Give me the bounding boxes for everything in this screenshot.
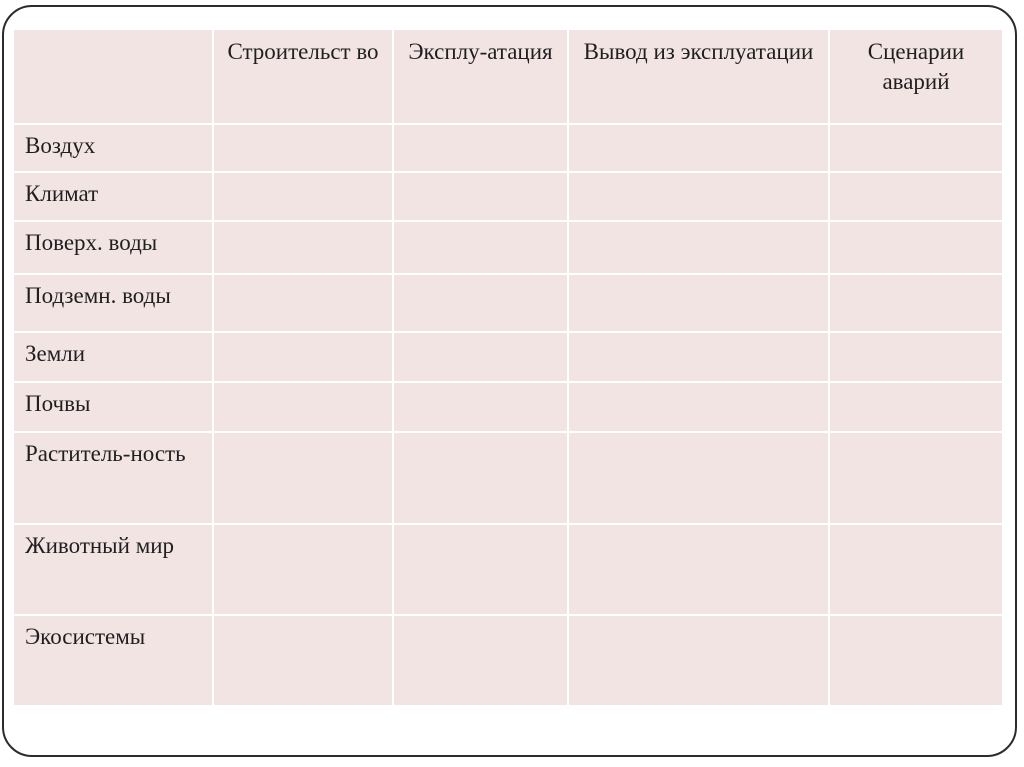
column-header-operation: Эксплу-атация bbox=[394, 30, 567, 123]
table-cell bbox=[569, 275, 828, 331]
table-cell bbox=[394, 173, 567, 220]
row-label-air: Воздух bbox=[14, 125, 212, 171]
table-cell bbox=[394, 275, 567, 331]
table-cell bbox=[830, 616, 1002, 705]
row-label-soils: Почвы bbox=[14, 383, 212, 431]
table-cell bbox=[569, 333, 828, 381]
table-cell bbox=[569, 173, 828, 220]
table-cell bbox=[830, 333, 1002, 381]
table-cell bbox=[214, 125, 392, 171]
table-cell bbox=[394, 616, 567, 705]
table-cell bbox=[830, 222, 1002, 273]
table-cell bbox=[214, 525, 392, 614]
table-corner-cell bbox=[14, 30, 212, 123]
row-label-fauna: Животный мир bbox=[14, 525, 212, 614]
column-header-accident-scenarios: Сценарии аварий bbox=[830, 30, 1002, 123]
table-cell bbox=[830, 383, 1002, 431]
column-header-decommissioning: Вывод из эксплуатации bbox=[569, 30, 828, 123]
table-cell bbox=[830, 275, 1002, 331]
table-cell bbox=[214, 616, 392, 705]
row-label-groundwater: Подземн. воды bbox=[14, 275, 212, 331]
table-cell bbox=[214, 433, 392, 523]
table-cell bbox=[830, 173, 1002, 220]
row-label-climate: Климат bbox=[14, 173, 212, 220]
table-cell bbox=[830, 125, 1002, 171]
table-cell bbox=[394, 222, 567, 273]
table-cell bbox=[569, 433, 828, 523]
table-cell bbox=[394, 433, 567, 523]
table-cell bbox=[394, 333, 567, 381]
table-cell bbox=[569, 222, 828, 273]
row-label-vegetation: Раститель-ность bbox=[14, 433, 212, 523]
impact-matrix-table bbox=[14, 30, 1002, 705]
table-cell bbox=[394, 383, 567, 431]
row-label-surface-water: Поверх. воды bbox=[14, 222, 212, 273]
table-cell bbox=[214, 333, 392, 381]
table-cell bbox=[830, 525, 1002, 614]
table-cell bbox=[214, 173, 392, 220]
table-cell bbox=[830, 433, 1002, 523]
table-cell bbox=[569, 383, 828, 431]
table-cell bbox=[394, 525, 567, 614]
table-cell bbox=[214, 222, 392, 273]
table-cell bbox=[214, 275, 392, 331]
table-cell bbox=[394, 125, 567, 171]
table-cell bbox=[569, 616, 828, 705]
table-cell bbox=[569, 525, 828, 614]
row-label-ecosystems: Экосистемы bbox=[14, 616, 212, 705]
table-cell bbox=[214, 383, 392, 431]
row-label-lands: Земли bbox=[14, 333, 212, 381]
table-cell bbox=[569, 125, 828, 171]
column-header-construction: Строительст во bbox=[214, 30, 392, 123]
